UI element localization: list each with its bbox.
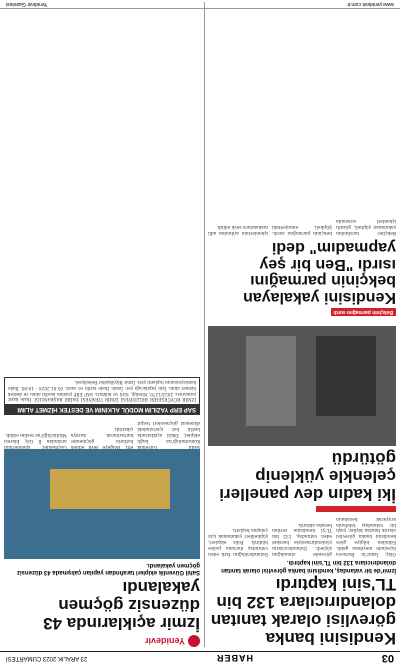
- issue-date: 23 ARALIK 2023 CUMARTESİ: [6, 655, 88, 662]
- migrants-photo: [4, 449, 200, 559]
- article-photo: [208, 326, 396, 446]
- headline-fraud: Kendisini banka görevlisi olarak tanıtan dolandırıcılara 132 bin TL'sini kaptırdı: [210, 575, 396, 648]
- headline-migrants: İzmir açıklarında 43 düzensiz göçmen yakalandı: [43, 578, 200, 633]
- notice-title: SAP ERP YAZILIM MODÜL ALKINIM VE DESTEK HİZMET ALIMI: [5, 404, 199, 414]
- column-divider: [204, 2, 205, 647]
- brand-name: Yenidevir: [144, 636, 185, 646]
- tender-notice: [4, 377, 200, 416]
- masthead-bar: [0, 651, 400, 665]
- photo-caption: Bekçinin parmağını ısırdı: [331, 308, 396, 316]
- red-tag-bar: [316, 506, 396, 512]
- article-migrants-body: Sahil Güvenlik Komutanlığı'na bağlı ekipler, Dikili açıklarında lastik bot içerisindeki düzensiz göçmenleri tespit etti. Bölgeye sevk edilen botlarla göçmenler kurtarılarak karaya çıkarıldı. Göçmenler, işlemlerinin ardından İl Göç İdaresi Müdürlüğü'ne teslim edildi.: [4, 420, 200, 450]
- headline-panels: İki kadın dev panelleri çelenkle yüklenip götürdü: [219, 449, 396, 504]
- notice-body: İZMİR BÜYÜKŞEHİR BELEDİYESİ İZMİR İTFAİYESİ DAİRE BAŞKANLIĞI. İhale kayıt numarası: 2023/1270. Niteliği, türü ve miktarı: SAP ERP yazılım modül alımı ve destek hizmet alımı. İşin yapılacağı yer: İzmir. İhale tarihi ve saati: 05.01.2024 - 10:00. İhale komisyonunun toplantı yeri: İzmir Büyükşehir Belediyesi.: [8, 380, 196, 403]
- article-bekci-body: Bekçiler tarafından yakalanan şüpheli, gözaltı işlemleri sırasında bekçinin parmağını ısırdı. Şüpheli, emniyetteki işlemlerinin ardından adli makamlara sevk edildi.: [208, 218, 396, 235]
- headline-bekci: Kendisini yakalayan bekçinin parmağını ısırdı "Ben bir şey yapmadım" dedi: [243, 238, 396, 307]
- page-number: 03: [381, 652, 394, 665]
- article-fraud-body: Olay, İzmir'in Bornova ilçesinde meydana geldi. Edinilen bilgiye göre kendisini banka görevlisi olarak tanıtan kişiler, yaşlı bir vatandaşı telefonla arayarak hesabının güvende olmadığını söyledi. Dolandırıcıların yönlendirmesiyle hareket eden vatandaş, 132 bin TL'yi kendisine verilen hesaba aktardı. Dolandırıldığını fark eden vatandaş durumu polise bildirdi. Polis ekipleri, şüphelileri yakalamak için çalışma başlattı.: [208, 515, 396, 557]
- deck-fraud: İzmir'de bir vatandaş, kendisini banka görevlisi olarak tanıtan dolandırıcılara 132 bin TL'sini kaptırdı.: [221, 559, 396, 573]
- brand-mark-icon: [188, 635, 200, 647]
- brand-logo: [4, 635, 200, 647]
- right-column: [4, 0, 200, 647]
- left-column: [208, 0, 396, 647]
- footer-brand: Yenidevir Gazetesi: [6, 1, 48, 7]
- footer-url: www.yenidevir.com.tr: [347, 1, 394, 7]
- section-name: HABER: [216, 653, 254, 664]
- deck-migrants: Sahil Güvenlik ekipleri tarafından yapılan çalışmada 43 düzensiz göçmen yakalandı.: [16, 562, 200, 576]
- page-footer: [0, 0, 400, 9]
